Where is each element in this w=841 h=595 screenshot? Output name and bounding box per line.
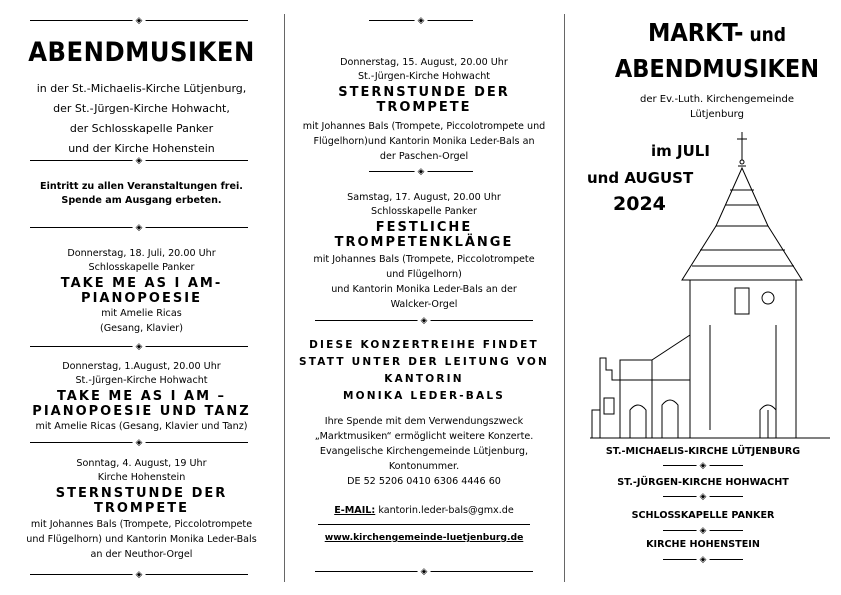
concert-date: Samstag, 17. August, 20.00 Uhr [347, 192, 501, 203]
concert-title [285, 220, 563, 250]
ornament-divider: ◈ [663, 492, 743, 502]
concert-date: Donnerstag, 1.August, 20.00 Uhr [62, 361, 221, 372]
concert-detail-line: mit Johannes Bals (Trompete, Piccolotrompete [30, 519, 253, 530]
concert-title [285, 85, 563, 115]
series-note-line: KANTORIN [384, 373, 464, 385]
cover-title-line: ABENDMUSIKEN [614, 54, 820, 83]
website-link[interactable]: www.kirchengemeinde-luetjenburg.de [324, 532, 524, 543]
venue-label: KIRCHE HOHENSTEIN [646, 539, 760, 550]
cover-title-line [593, 16, 841, 52]
concert-date: Sonntag, 4. August, 19 Uhr [76, 458, 207, 469]
cover-title-und: und [743, 24, 787, 46]
donation-line: Evangelische Kirchengemeinde Lütjenburg, [319, 446, 529, 457]
panel-left [0, 0, 283, 595]
ornament-divider: ◈ [30, 223, 248, 233]
concert-title-line: TROMPETENKLÄNGE [334, 235, 514, 250]
concert-title-line: STERNSTUNDE DER [55, 486, 228, 501]
venue-label: ST.-JÜRGEN-KIRCHE HOHWACHT [617, 477, 789, 488]
concert-title [0, 276, 283, 306]
series-note-line: MONIKA LEDER-BALS [343, 390, 505, 402]
entry-note-line: Eintritt zu allen Veranstaltungen frei. [40, 181, 243, 192]
entry-note-line: Spende am Ausgang erbeten. [61, 195, 222, 206]
period-month-2: und AUGUST [587, 169, 694, 187]
church-illustration [590, 130, 830, 440]
period-year: 2024 [613, 193, 666, 215]
concert-venue: St.-Jürgen-Kirche Hohwacht [75, 375, 208, 386]
organization [593, 92, 841, 122]
subtitle-line: und der Kirche Hohenstein [68, 142, 215, 155]
subtitle-line: in der St.-Michaelis-Kirche Lütjenburg, [36, 82, 247, 95]
email-label: E-MAIL: [334, 505, 376, 516]
email-link[interactable]: kantorin.leder-bals@gmx.de [378, 505, 514, 516]
concert-title-line: PIANOPOESIE [81, 291, 202, 306]
ornament-divider: ◈ [369, 16, 473, 26]
concert-details [0, 306, 283, 336]
concert-detail-line: an der Neuthor-Orgel [90, 549, 193, 560]
ornament-divider: ◈ [30, 438, 248, 448]
ornament-divider: ◈ [30, 342, 248, 352]
ornament-divider: ◈ [315, 316, 533, 326]
entry-note [0, 180, 283, 208]
ornament-divider: ◈ [30, 16, 248, 26]
concert-title-line: TROMPETE [93, 501, 190, 516]
cover-title-main: MARKT- [647, 18, 744, 47]
ornament-divider: ◈ [663, 555, 743, 565]
concert-title [0, 486, 283, 516]
series-note-line: DIESE KONZERTREIHE FINDET [309, 339, 539, 351]
concert-detail-line: und Flügelhorn) [386, 269, 462, 280]
period-month-1: im JULI [651, 142, 710, 160]
concert-detail-line: und Flügelhorn) und Kantorin Monika Leder-Bals [26, 534, 257, 545]
concert-title-line: PIANOPOESIE UND TANZ [32, 404, 251, 419]
subtitle-line: der St.-Jürgen-Kirche Hohwacht, [53, 102, 230, 115]
donation-line: DE 52 5206 0410 6306 4446 60 [347, 476, 501, 487]
email-line [285, 505, 563, 516]
donation-line: Kontonummer. [388, 461, 460, 472]
donation-line: Ihre Spende mit dem Verwendungszweck [324, 416, 524, 427]
organization-line: der Ev.-Luth. Kirchengemeinde [640, 94, 794, 105]
panel-right [565, 0, 841, 595]
divider [318, 524, 530, 525]
subtitle-line: der Schlosskapelle Panker [69, 122, 214, 135]
concert-detail-line: mit Johannes Bals (Trompete, Piccolotrompete [313, 254, 535, 265]
concert-detail-line: (Gesang, Klavier) [100, 323, 183, 334]
ornament-divider: ◈ [663, 461, 743, 471]
ornament-divider: ◈ [369, 167, 473, 177]
concert-venue: Schlosskapelle Panker [88, 262, 195, 273]
page-title: ABENDMUSIKEN [28, 37, 255, 68]
concert-details [0, 420, 283, 434]
cover-title [593, 16, 841, 86]
series-note-line: STATT UNTER DER LEITUNG VON [298, 356, 550, 368]
donation-line: „Marktmusiken“ ermöglicht weitere Konzerte. [314, 431, 534, 442]
concert-title-line: TAKE ME AS I AM- [60, 276, 223, 291]
ornament-divider: ◈ [30, 570, 248, 580]
concert-detail-line: mit Amelie Ricas [101, 308, 182, 319]
donation-info [285, 414, 563, 489]
concert-title-line: TROMPETE [376, 100, 472, 115]
concert-details [285, 119, 563, 164]
subtitle [0, 79, 283, 159]
concert-details [285, 252, 563, 312]
concert-title-line: TAKE ME AS I AM – [56, 389, 227, 404]
concert-title-line: FESTLICHE [375, 220, 473, 235]
venue-label: SCHLOSSKAPELLE PANKER [631, 510, 775, 521]
concert-detail-line: mit Amelie Ricas (Gesang, Klavier und Tanz) [35, 421, 248, 432]
ornament-divider: ◈ [315, 567, 533, 577]
organization-line: Lütjenburg [690, 109, 744, 120]
venue-label: ST.-MICHAELIS-KIRCHE LÜTJENBURG [605, 446, 801, 457]
concert-detail-line: und Kantorin Monika Leder-Bals an der [331, 284, 517, 295]
concert-venue: Kirche Hohenstein [97, 472, 186, 483]
concert-date: Donnerstag, 15. August, 20.00 Uhr [340, 57, 508, 68]
concert-detail-line: mit Johannes Bals (Trompete, Piccolotrompete und [302, 121, 546, 132]
concert-title-line: STERNSTUNDE DER [338, 85, 510, 100]
concert-title [0, 389, 283, 419]
ornament-divider: ◈ [663, 526, 743, 536]
concert-detail-line: der Paschen-Orgel [379, 151, 469, 162]
concert-venue: Schlosskapelle Panker [371, 206, 477, 217]
panel-middle [285, 0, 563, 595]
ornament-divider: ◈ [30, 156, 248, 166]
concert-details [0, 517, 283, 562]
concert-detail-line: Walcker-Orgel [390, 299, 458, 310]
concert-date: Donnerstag, 18. Juli, 20.00 Uhr [67, 248, 216, 259]
concert-detail-line: Flügelhorn)und Kantorin Monika Leder-Bals an [313, 136, 535, 147]
series-note [285, 337, 563, 405]
concert-venue: St.-Jürgen-Kirche Hohwacht [357, 71, 491, 82]
